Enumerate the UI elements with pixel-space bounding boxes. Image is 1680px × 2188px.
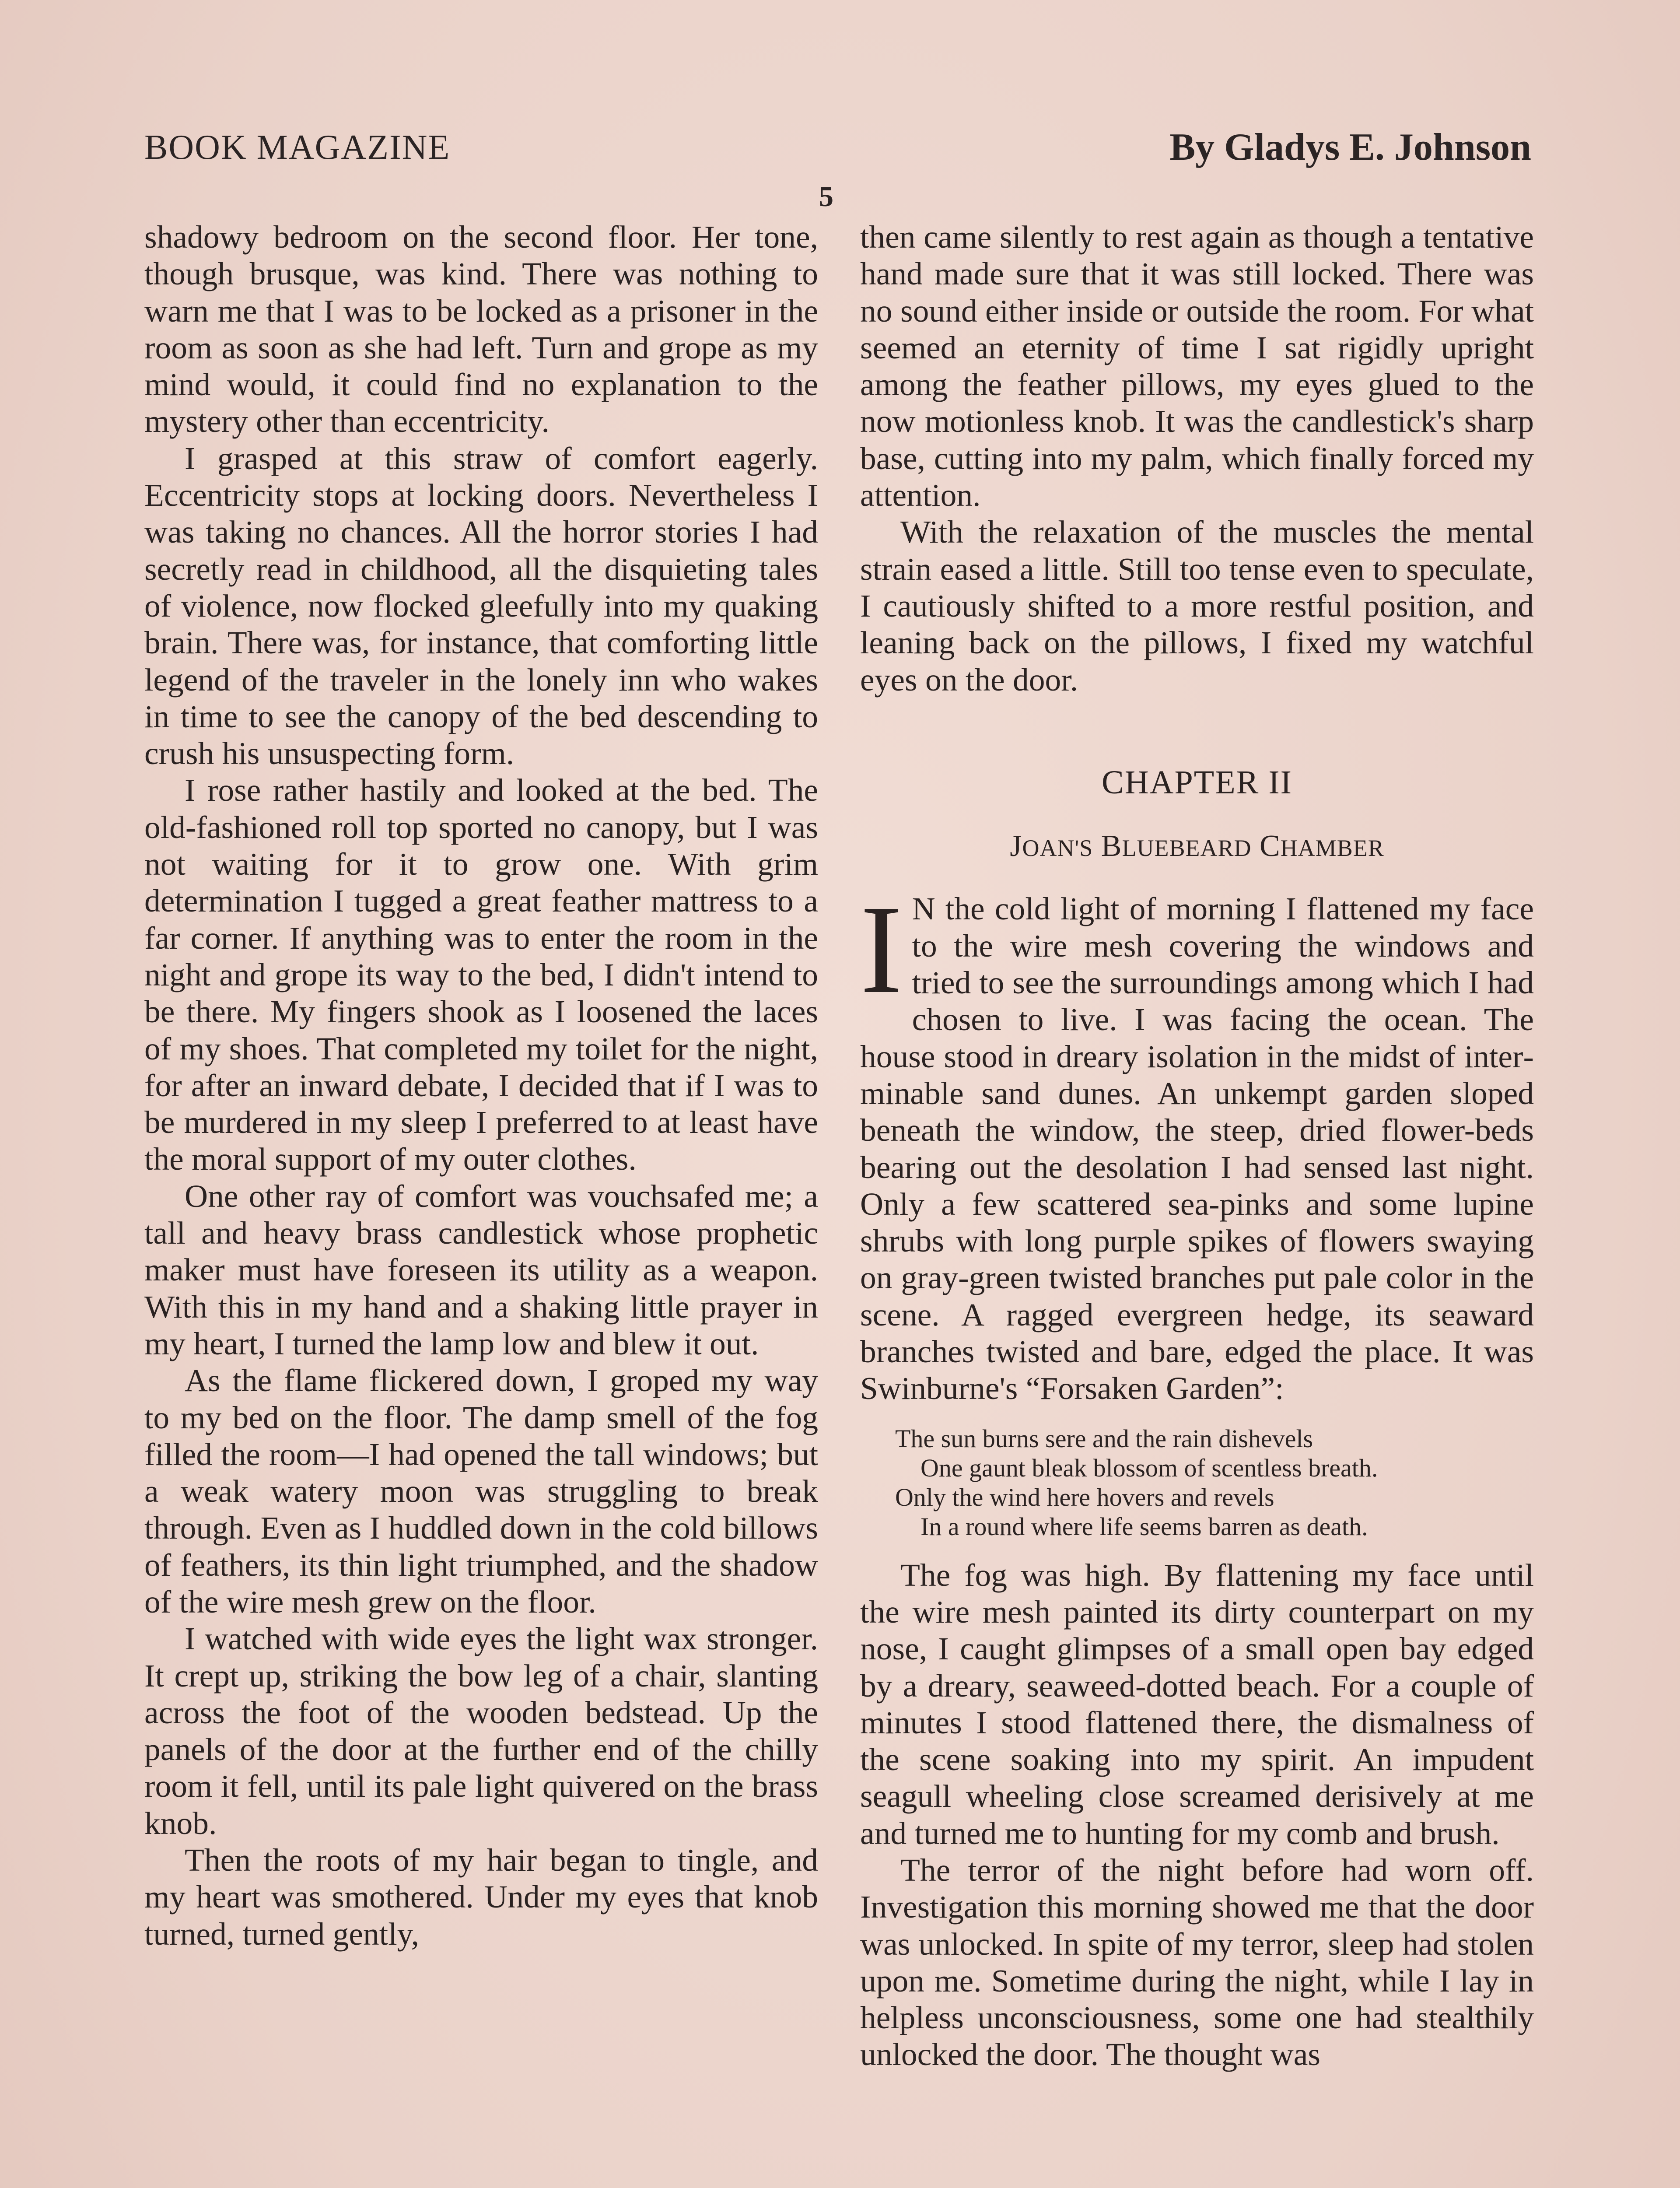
paragraph: then came silently to rest again as though a tentative hand made sure that it was still locked. There was no sound either inside or outside the room. For what seemed an eternity of time I sat rigidly upright among the feather pillows, my eyes glued to the now motionless knob. It was the candlestick's sharp base, cutting into my palm, which finally forced my attention. xyxy=(860,219,1534,513)
right-column xyxy=(860,219,1534,2073)
poem-line: The sun burns sere and the rain dishevels xyxy=(895,1424,1313,1453)
left-column xyxy=(144,219,818,1953)
magazine-title: BOOK MAGAZINE xyxy=(144,128,451,167)
subtitle-initial: C xyxy=(1259,829,1281,863)
paragraph: The terror of the night before had worn off. Investigation this morning showed me that the door was unlocked. In spite of my terror, sleep had stolen upon me. Sometime during the night, while I lay in helpless unconsciousness, some one had stealthily unlocked the door. The thought was xyxy=(860,1852,1534,2072)
paragraph: With the relaxation of the muscles the mental strain eased a little. Still too tense even to speculate, I cautiously shifted to a more restful position, and leaning back on the pillows, I fixed my watchful eyes on the door. xyxy=(860,514,1534,698)
paragraph: I rose rather hastily and looked at the bed. The old-fashioned roll top sported no canopy, but I was not waiting for it to grow one. With grim determination I tugged a great feather mattress to a far corner. If anything was to enter the room in the night and grope its way to the bed, I didn't intend to be there. My fingers shook as I loosened the laces of my shoes. That completed my toilet for the night, for after an inward debate, I decided that if I was to be murdered in my sleep I preferred to at least have the moral support of my outer clothes. xyxy=(144,772,818,1177)
poem-line: Only the wind here hovers and revels xyxy=(895,1483,1274,1511)
paragraph-text: N the cold light of morning I flattened my face to the wire mesh covering the windows and tried to see the surroundings among which I had chosen to live. I was facing the ocean. The house stood in dreary isolation in the midst of interminable sand dunes. An unkempt garden sloped beneath the window, the steep, dried flower-beds bearing out the desolation I had sensed last night. Only a few scattered sea-pinks and some lupine shrubs with long purple spikes of flowers swaying on gray-green twisted branches put pale color in the scene. A ragged evergreen hedge, its seaward branches twisted and bare, edged the place. It was Swinburne's “Forsaken Garden”: xyxy=(860,891,1534,1406)
subtitle-initial: B xyxy=(1101,829,1122,863)
drop-cap: I xyxy=(860,879,903,1020)
poem-line: One gaunt bleak blossom of scentless breath. xyxy=(920,1453,1378,1482)
subtitle-initial: J xyxy=(1010,829,1022,863)
paragraph: As the flame flickered down, I groped my way to my bed on the floor. The damp smell of the fog filled the room—I had opened the tall windows; but a weak watery moon was struggling to break through. Even as I huddled down in the cold billows of feathers, its thin light triumphed, and the shadow of the wire mesh grew on the floor. xyxy=(144,1363,818,1620)
author-byline: By Gladys E. Johnson xyxy=(1169,126,1531,168)
subtitle-smallcaps: HAMBER xyxy=(1280,835,1384,862)
page-number: 5 xyxy=(819,181,833,213)
paragraph: shadowy bedroom on the second floor. Her tone, though brusque, was kind. There was nothing to warn me that I was to be locked as a prisoner in the room as soon as she had left. Turn and grope as my mind would, it could find no explanation to the mystery other than eccentricity. xyxy=(144,219,818,439)
chapter-heading: CHAPTER II xyxy=(1102,764,1292,801)
poem-line: In a round where life seems barren as death. xyxy=(920,1512,1368,1541)
paragraph: Then the roots of my hair began to tingle, and my heart was smothered. Under my eyes that knob turned, turned gently, xyxy=(144,1842,818,1952)
chapter-opening-paragraph xyxy=(860,879,1534,1407)
subtitle-smallcaps: LUEBEARD xyxy=(1122,835,1252,862)
subtitle-smallcaps: OAN'S xyxy=(1022,835,1093,862)
chapter-subtitle xyxy=(860,828,1534,866)
paragraph: One other ray of comfort was vouchsafed me; a tall and heavy brass candlestick whose prophetic maker must have foreseen its utility as a weapon. With this in my hand and a shaking little prayer in my heart, I turned the lamp low and blew it out. xyxy=(144,1178,818,1361)
paragraph: I watched with wide eyes the light wax stronger. It crept up, striking the bow leg of a chair, slanting across the foot of the wooden bedstead. Up the panels of the door at the further end of the chilly room it fell, until its pale light quivered on the brass knob. xyxy=(144,1621,818,1841)
paragraph: I grasped at this straw of comfort eagerly. Eccentricity stops at locking doors. Nevertheless I was taking no chances. All the horror stories I had secretly read in childhood, all the disquieting tales of violence, now flocked gleefully into my quaking brain. There was, for instance, that comforting little legend of the traveler in the lonely inn who wakes in time to see the canopy of the bed descending to crush his unsuspecting form. xyxy=(144,440,818,771)
paragraph: The fog was high. By flattening my face until the wire mesh painted its dirty counterpart on my nose, I caught glimpses of a small open bay edged by a dreary, seaweed-dotted beach. For a couple of minutes I stood flattened there, the dismalness of the scene soaking into my spirit. An impudent seagull wheeling close screamed derisively at me and turned me to hunting for my comb and brush. xyxy=(860,1557,1534,1851)
poem-quote xyxy=(895,1424,1534,1541)
